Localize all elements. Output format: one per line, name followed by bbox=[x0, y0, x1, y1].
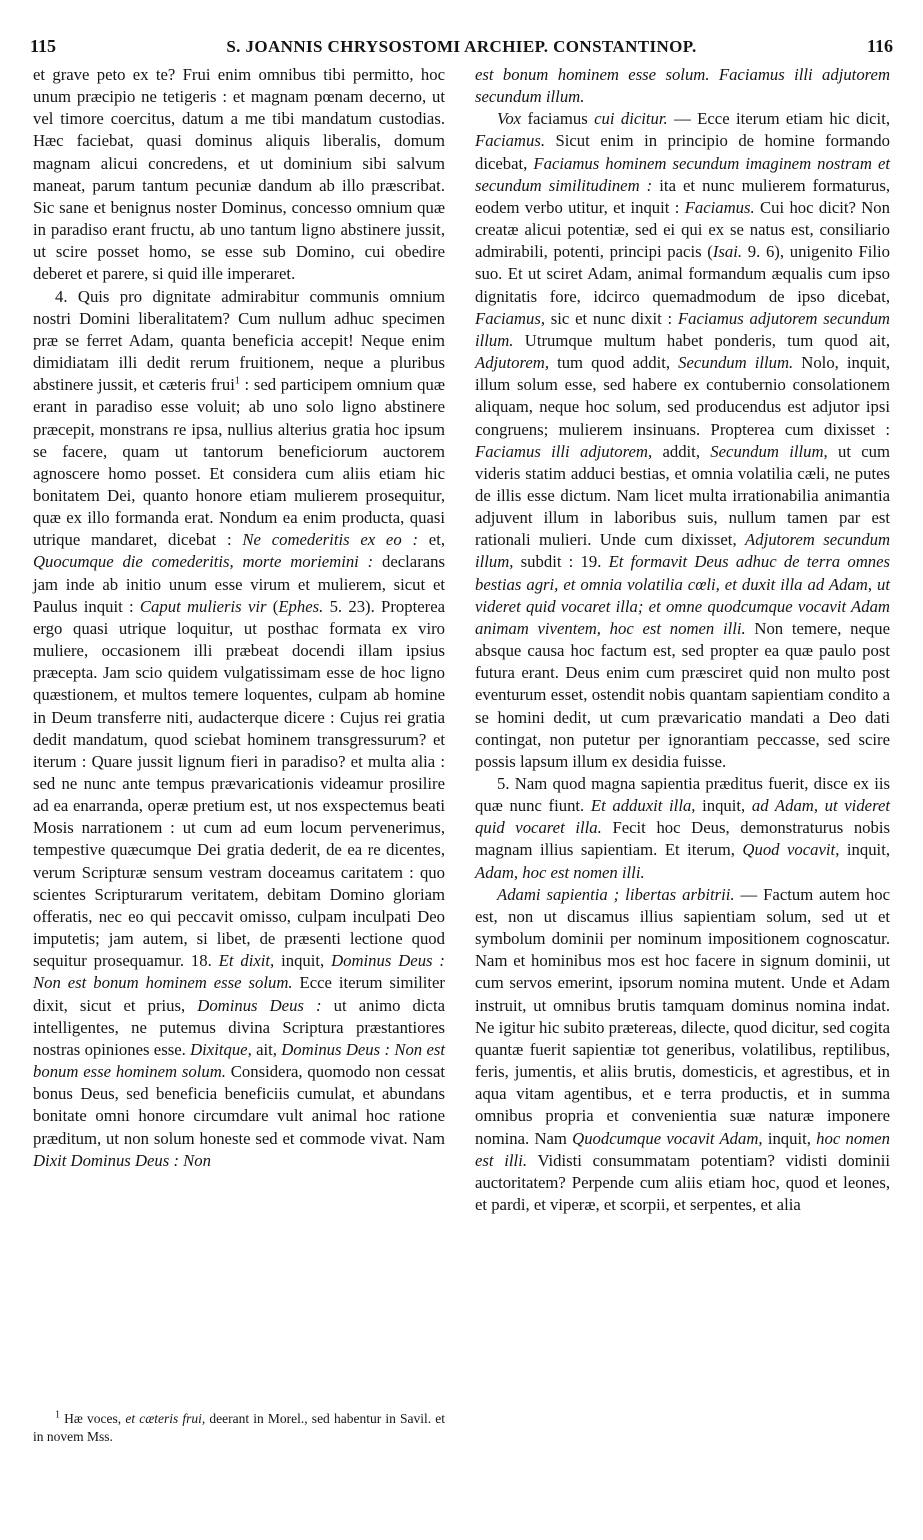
paragraph: Adami sapientia ; libertas arbitrii. — Factum autem hoc est, non ut discamus illius sapientiam solum, sed ut et symbolum dominii per nominum impositionem cognoscatur. Nam et hominibus mos est hoc facere in signum dominii, ut cum servos emerint, ipsorum nomina mutent. Unde et Adam instruit, ut omnibus brutis tamquam dominus nomina indat. Ne igitur hic subito prætereas, dilecte, quod dicitur, sed cogita quantæ fuerit sapientiæ tot generibus, volatilibus, reptilibus, feris, jumentis, et aliis brutis, domesticis, et agrestibus, et in aqua vitam agentibus, et e terra productis, et in summa omnibus propria et convenientia suæ naturæ imponere nomina. Nam Quodcumque vocavit Adam, inquit, hoc nomen est illi. Vidisti consummatam potentiam? vidisti dominii auctoritatem? Perpende cum aliis etiam hoc, quod et leones, et pardi, et viperæ, et scorpii, et serpentes, et alia bbox=[475, 884, 890, 1214]
section-heading: Adami sapientia ; libertas arbitrii. bbox=[497, 884, 735, 904]
paragraph: 4. Quis pro dignitate admirabitur communis omnium nostri Domini liberalitatem? Cum nullum adhuc specimen præ se ferret Adam, quanta beneficia accepit! Neque enim dimidiatam illi dedit rerum fruitionem, neque a pluribus abstinere jussit, et cæteris frui$^1$ : sed participem omnium quæ erant in paradiso esse voluit; ab uno solo ligno abstinere præcepit, monstrans re ipsa, nullius alterius gratia hoc ipsum se facere, quam ut tantorum beneficiorum auctorem agnoscere homo posset. Et considera cum aliis etiam hic bonitatem Dei, quanto honore etiam mulierem prosequitur, quæ ex illo formanda erat. Nondum ea enim producta, quasi utrique mandaret, dicebat : Ne comederitis ex eo : et, Quocumque die comederitis, morte moriemini : declarans jam inde ab initio unum esse virum et mulierem, sicut et Paulus inquit : Caput mulieris vir (Ephes. 5. 23). Propterea ergo quasi utrique loquitur, ut posthac formata ex viro muliere, occasionem illi præbeat docendi illam ipsius præcepta. Jam scio quidem vulgatissimam esse de hoc ligno quæstionem, et multos temere loquentes, culpam ab homine in Deum transferre niti, audacterque dicere : Cujus rei gratia dedit mandatum, quod sciebat hominem transgressurum? et iterum : Quare jussit lignum fieri in paradiso? et multa alia : sed ne nunc ante tempus prævaricationis videamur prosilire ad ea enarranda, operæ pretium est, ut nos exspectemus beati Mosis narrationem : ut cum ad eum locum pervenerimus, tempestive quæcumque Dei gratia dederit, de ea re dicentes, verum Scripturæ sensum vestram doceamus caritatem : quo scientes Scripturarum veritatem, debitam Domino gloriam offeratis, nec eo qui peccavit omisso, culpam inculpati Deo imputetis; jam autem, si libet, de præsenti lectione quod sequitur prosequamur. 18. Et dixit, inquit, Dominus Deus : Non est bonum hominem esse solum. Ecce iterum similiter dixit, sicut et prius, Dominus Deus : ut animo dicta intelligentes, ne putemus divina Scriptura præstantiores nostras opiniones esse. Dixitque, ait, Dominus Deus : Non est bonum esse hominem solum. Considera, quomodo non cessat bonus Deus, sed beneficia beneficiis cumulat, et abundans bonitate omni honore circumdare vult animal hoc ratione præditum, ut non solum honeste sed et commode vivat. Nam Dixit Dominus Deus : Non bbox=[33, 286, 446, 1170]
paragraph: est bonum hominem esse solum. Faciamus illi adjutorem secundum illum. bbox=[475, 65, 890, 107]
page-number-right: 116 bbox=[866, 36, 893, 56]
paragraph: et grave peto ex te? Frui enim omnibus tibi permitto, hoc unum præcipio ne tetigeris : et magnam pœnam decerno, ut vel timore coercitus, datum a me tibi mandatum custodias. Hæc faciebat, quasi dominus aliquis liberalis, domum magnam alicui concredens, et ut dominium sibi salvum maneat, parum tantum pecuniæ dandum ab illo præscribat. Sic sane et benignus noster Dominus, concesso omnium quæ in paradiso erant fructu, ab uno tantum ligno abstinere jussit, ut scire posset homo, se esse sub Domino, cui obedire deberet et parere, si quid ille imperaret. bbox=[33, 65, 445, 284]
page-header bbox=[30, 36, 893, 62]
paragraph: Vox faciamus cui dicitur. — Ecce iterum etiam hic dicit, Faciamus. Sicut enim in principio de homine formando dicebat, Faciamus hominem secundum imaginem nostram et secundum similitudinem : ita et nunc mulierem formaturus, eodem verbo utitur, et inquit : Faciamus. Cui hoc dicit? Non creatæ alicui potentiæ, sed ei qui ex se natus est, consiliario admirabili, potenti, principi pacis (Isai. 9. 6), unigenito Filio suo. Et ut sciret Adam, animal formandum æqualis cum ipso dignitatis fore, idcirco quemadmodum de ipso dicebat, Faciamus, sic et nunc dixit : Faciamus adjutorem secundum illum. Utrumque multum habet ponderis, tum quod ait, Adjutorem, tum quod addit, Secundum illum. Nolo, inquit, illum solum esse, sed habere ex contubernio consolationem aliquam, neque hoc solum, sed producendus est adjutor ipsi congruens; mulierem insinuans. Propterea cum dixisset : Faciamus illi adjutorem, addit, Secundum illum, ut cum videris statim adduci bestias, et omnia volatilia cæli, ne putes de illis esse dictum. Nam licet multa irrationabilia animantia adjuvent illum in laboribus suis, nullum tamen par est rationali mulieri. Unde cum dixisset, Adjutorem secundum illum, subdit : 19. Et formavit Deus adhuc de terra omnes bestias agri, et omnia volatilia cœli, et duxit illa ad Adam, ut videret quid vocaret illa; et omne quodcumque vocavit Adam animam viventem, hoc est nomen illi. Non temere, neque absque causa hoc factum est, sed propter ea quæ paulo post futura erant. Deus enim cum præsciret quid non multo post eventurum esset, ostendit nobis quantam sapientiam condito a se homini dedit, ut cum prævaricatio mandati a Deo dati contingat, non putetur per ignorantiam peccasse, sed scire possis lapsum illum ex desidia fuisse. bbox=[475, 109, 891, 771]
footnote: $^1$ Hæ voces, et cæteris frui, deerant in Morel., sed habentur in Savil. et in novem Mss. bbox=[33, 1409, 446, 1444]
left-column bbox=[33, 64, 445, 1172]
footnote-marker: 1 bbox=[55, 1409, 60, 1421]
running-title: S. JOANNIS CHRYSOSTOMI ARCHIEP. CONSTANTINOP. bbox=[226, 37, 697, 56]
page-number-left: 115 bbox=[30, 36, 57, 56]
paragraph: 5. Nam quod magna sapientia præditus fuerit, disce ex iis quæ nunc fiunt. Et adduxit illa, inquit, ad Adam, ut videret quid vocaret illa. Fecit hoc Deus, demonstraturus nobis magnam illius sapientiam. Et iterum, Quod vocavit, inquit, Adam, hoc est nomen illi. bbox=[475, 774, 890, 882]
right-column bbox=[475, 64, 890, 1216]
footnote-marker: 1 bbox=[234, 375, 240, 387]
